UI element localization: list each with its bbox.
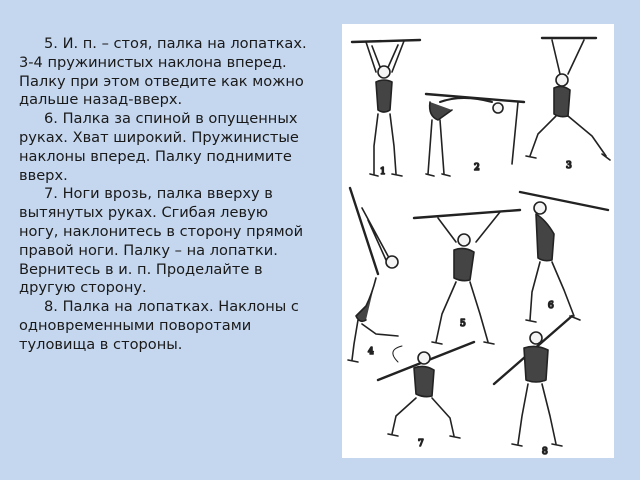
figure-number-7: 7	[418, 439, 424, 449]
figure-5	[414, 210, 520, 344]
figure-number-8: 8	[542, 447, 548, 457]
figure-1	[352, 40, 420, 176]
figure-number-3: 3	[566, 161, 572, 171]
exercise-8-text: 8. Палка на лопатках. Наклоны с одновременными поворотами туловища в стороны.	[19, 298, 299, 353]
figure-number-4: 4	[368, 347, 374, 357]
exercise-instructions	[19, 35, 309, 355]
figure-6	[520, 192, 608, 322]
figure-7	[378, 342, 474, 438]
figure-number-6: 6	[548, 301, 554, 311]
exercise-illustrations	[342, 24, 614, 458]
exercise-illustration-panel	[342, 24, 614, 458]
figure-8	[494, 316, 572, 446]
figure-4	[348, 188, 398, 362]
exercise-5-text: 5. И. п. – стоя, палка на лопатках. 3-4 пружинистых наклона вперед. Палку при этом отведите как можно дальше назад-вверх.	[19, 35, 307, 109]
exercise-6-text: 6. Палка за спиной в опущенных руках. Хват широкий. Пружинистые наклоны вперед. Палку поднимите вверх.	[19, 110, 299, 184]
figure-number-5: 5	[460, 319, 466, 329]
figure-3	[526, 38, 610, 160]
figure-number-1: 1	[380, 167, 386, 177]
figure-number-2: 2	[474, 163, 480, 173]
exercise-7-text: 7. Ноги врозь, палка вверху в вытянутых руках. Сгибая левую ногу, наклонитесь в сторону прямой правой ноги. Палку – на лопатки. Вернитесь в и. п. Проделайте в другую сторону.	[19, 185, 304, 297]
